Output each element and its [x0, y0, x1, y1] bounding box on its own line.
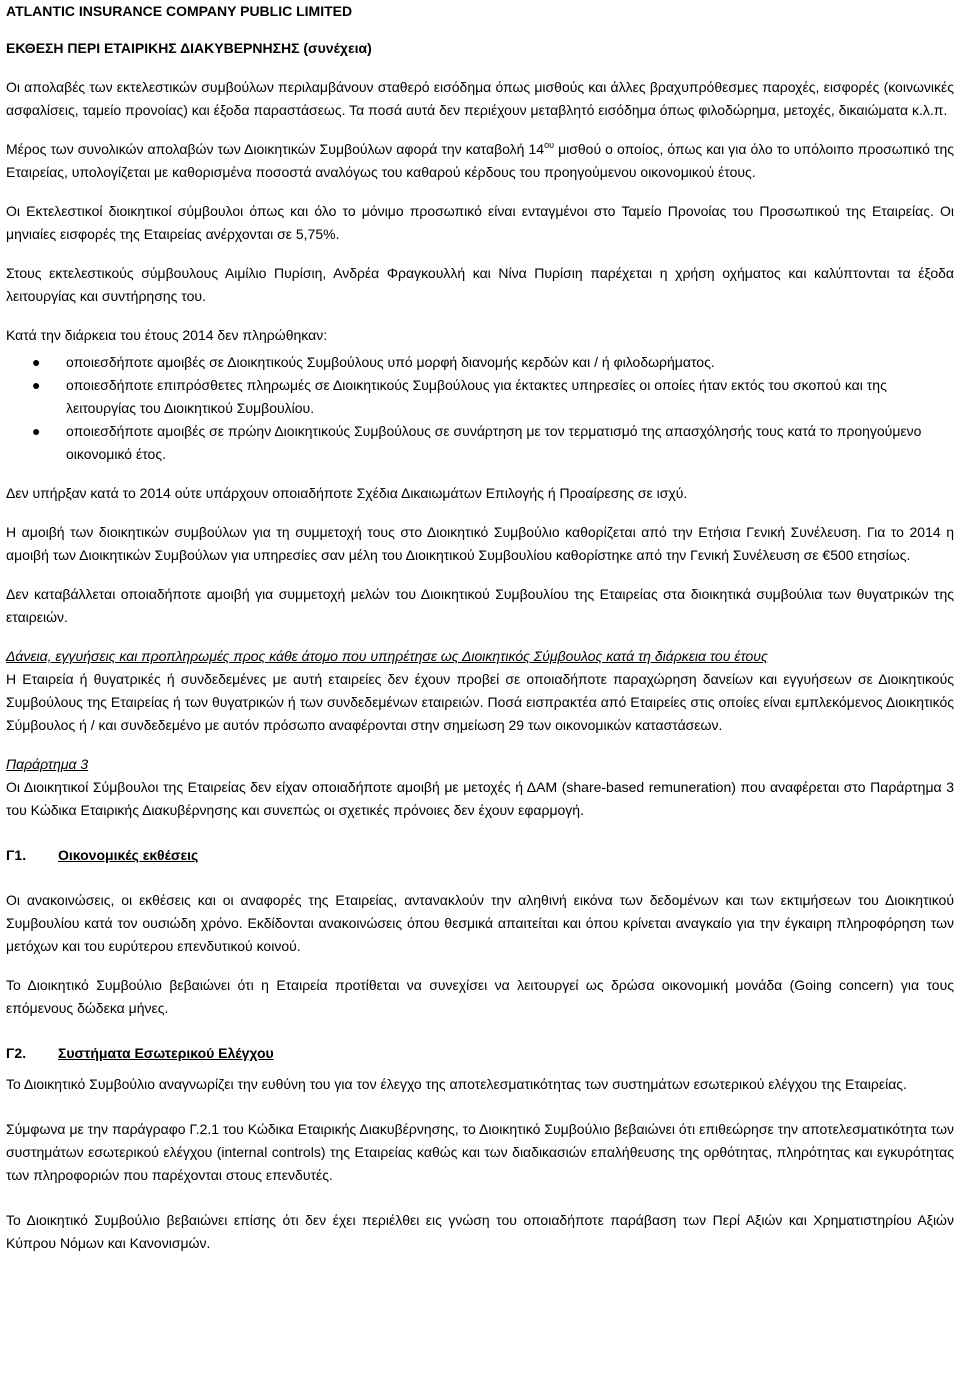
ordinal-suffix: ου [544, 140, 555, 150]
paragraph-14th-salary-start: Μέρος των συνολικών απολαβών των Διοικητικών Συμβούλων αφορά την καταβολή 14 [6, 141, 545, 157]
annex-3-heading: Παράρτημα 3 [6, 756, 89, 772]
list-item [6, 351, 954, 374]
paragraph-board-fees: Η αμοιβή των διοικητικών συμβούλων για τη συμμετοχή τους στο Διοικητικό Συμβούλιο καθορίζεται από την Ετήσια Γενική Συνέλευση. Για το 2014 η αμοιβή των Διοικητικών Συμβούλων για υπηρεσίες σαν μέλη του Διοικητικού Συμβουλίου καθορίστηκε από την Γενική Συνέλευση σε €500 ετησίως. [6, 524, 954, 563]
paragraph-going-concern: Το Διοικητικό Συμβούλιο βεβαιώνει ότι η Εταιρεία προτίθεται να συνεχίσει να λειτουργεί ως δρώσα οικονομική μονάδα (Going concern) για τους επόμενους δώδεκα μήνες. [6, 977, 954, 1016]
list-item [6, 420, 954, 466]
loans-heading: Δάνεια, εγγυήσεις και προπληρωμές προς κάθε άτομο που υπηρέτησε ως Διοικητικός Σύμβουλος κατά τη διάρκεια του έτους [6, 648, 768, 664]
paragraph-executive-remuneration: Οι απολαβές των εκτελεστικών συμβούλων περιλαμβάνουν σταθερό εισόδημα όπως μισθούς και άλλες βραχυπρόθεσμες παροχές, εισφορές (κοινωνικές ασφαλίσεις, ταμείο προνοίας) και έξοδα παραστάσεως. Τα ποσά αυτά δεν περιέχουν μεταβλητό εισόδημα όπως φιλοδώρημα, μετοχές, δικαιώματα κ.λ.π. [6, 79, 954, 118]
paragraph-internal-control-responsibility: Το Διοικητικό Συμβούλιο αναγνωρίζει την ευθύνη του για τον έλεγχο της αποτελεσματικότητας των συστημάτων εσωτερικού ελέγχου της Εταιρείας. [6, 1076, 907, 1092]
bullet-icon: ● [32, 377, 41, 393]
paragraph-provident-fund: Οι Εκτελεστικοί διοικητικοί σύμβουλοι όπως και όλο το μόνιμο προσωπικό είναι ενταγμένοι στο Ταμείο Προνοίας του Προσωπικού της Εταιρείας. Οι μηνιαίες εισφορές της Εταιρείας ανέρχονται σε 5,75%. [6, 203, 954, 242]
section-g2-heading [6, 1042, 954, 1065]
company-name: ATLANTIC INSURANCE COMPANY PUBLIC LIMITED [6, 3, 353, 19]
paragraph-annex-3: Οι Διοικητικοί Σύμβουλοι της Εταιρείας δεν είχαν οποιαδήποτε αμοιβή με μετοχές ή ΔΑΜ (share-based remuneration) που αναφέρεται στο Παράρτημα 3 του Κώδικα Εταιρικής Διακυβέρνησης και συνεπώς οι σχετικές πρόνοιες δεν έχουν εφαρμογή. [6, 779, 954, 818]
paragraph-14th-salary-end: μισθού ο οποίος, όπως και για όλο το υπόλοιπο προσωπικό της Εταιρείας, υπολογίζεται με καθορισμένα ποσοστά αναλόγως του καθαρού κέρδους του προηγούμενου οικονομικού έτους. [6, 141, 954, 180]
paragraph-company-vehicle: Στους εκτελεστικούς σύμβουλους Αιμίλιο Πυρίσιη, Ανδρέα Φραγκουλλή και Νίνα Πυρίσιη παρέχεται η χρήση οχήματος και καλύπτονται τα έξοδα λειτουργίας και συντήρησης του. [6, 265, 954, 304]
section-g2-number: Γ2. [6, 1045, 27, 1061]
bullet-icon: ● [32, 354, 41, 370]
paragraph-loans: Η Εταιρεία ή θυγατρικές ή συνδεδεμένες με αυτή εταιρείες δεν έχουν προβεί σε οποιαδήποτε παραχώρηση δανείων και εγγυήσεων σε Διοικητικούς Συμβούλους της Εταιρείας ή των θυγατρικών ή των συνδεδεμένων εταιρειών. Ποσά εισπρακτέα από Εταιρείες στις οποίες είναι εμπλεκόμενος Διοικητικός Σύμβουλος ή / και συνδεδεμένο με αυτόν πρόσωπο αναφέρονται στην σημείωση 29 των οικονομικών καταστάσεων. [6, 671, 954, 733]
not-paid-list [6, 351, 954, 466]
section-g1-heading [6, 844, 954, 867]
list-item-text: οποιεσδήποτε επιπρόσθετες πληρωμές σε Διοικητικούς Συμβούλους για έκτακτες υπηρεσίες οι οποίες ήταν εκτός του σκοπού και της λειτουργίας του Διοικητικού Συμβουλίου. [66, 377, 887, 416]
report-title: ΕΚΘΕΣΗ ΠΕΡΙ ΕΤΑΙΡΙΚΗΣ ΔΙΑΚΥΒΕΡΝΗΣΗΣ (συνέχεια) [6, 40, 372, 56]
paragraph-14th-salary [6, 138, 954, 184]
paragraph-securities-law: Το Διοικητικό Συμβούλιο βεβαιώνει επίσης ότι δεν έχει περιέλθει εις γνώση του οποιαδήποτε παράβαση των Περί Αξιών και Χρηματιστηρίου Αξιών Κύπρου Νόμων και Κανονισμών. [6, 1212, 954, 1251]
section-g2-title: Συστήματα Εσωτερικού Ελέγχου [58, 1045, 274, 1061]
section-g1-title: Οικονομικές εκθέσεις [58, 847, 199, 863]
section-g1-number: Γ1. [6, 847, 27, 863]
paragraph-internal-control-review: Σύμφωνα με την παράγραφο Γ.2.1 του Κώδικα Εταιρικής Διακυβέρνησης, το Διοικητικό Συμβούλιο βεβαιώνει ότι επιθεώρησε την αποτελεσματικότητα των συστημάτων εσωτερικού ελέγχου (internal controls) της Εταιρείας καθώς και των διαδικασιών επαλήθευσης της ορθότητας, πληρότητας και εγκυρότητας των πληροφοριών που παρέχονται στους επενδυτές. [6, 1121, 954, 1183]
list-item [6, 374, 954, 420]
paragraph-share-options: Δεν υπήρξαν κατά το 2014 ούτε υπάρχουν οποιαδήποτε Σχέδια Δικαιωμάτων Επιλογής ή Προαίρεσης σε ισχύ. [6, 485, 688, 501]
paragraph-subsidiary-boards: Δεν καταβάλλεται οποιαδήποτε αμοιβή για συμμετοχή μελών του Διοικητικού Συμβουλίου της Εταιρείας στα διοικητικά συμβούλια των θυγατρικών της εταιρειών. [6, 586, 954, 625]
list-item-text: οποιεσδήποτε αμοιβές σε πρώην Διοικητικούς Συμβούλους σε συνάρτηση με τον τερματισμό της απασχόλησής τους κατά το προηγούμενο οικονομικό έτος. [66, 423, 922, 462]
bullet-icon: ● [32, 423, 41, 439]
list-item-text: οποιεσδήποτε αμοιβές σε Διοικητικούς Συμβούλους υπό μορφή διανομής κερδών και / ή φιλοδωρήματος. [66, 354, 715, 370]
paragraph-financial-reports: Οι ανακοινώσεις, οι εκθέσεις και οι αναφορές της Εταιρείας, αντανακλούν την αληθινή εικόνα των δεδομένων και των εκτιμήσεων του Διοικητικού Συμβουλίου κατά τον ουσιώδη χρόνο. Εκδίδονται ανακοινώσεις όπου θεσμικά απαιτείται και όπου κρίνεται αναγκαίο για την έγκαιρη πληροφόρηση των μετόχων και του ευρύτερου επενδυτικού κοινού. [6, 892, 954, 954]
paragraph-not-paid-intro: Κατά την διάρκεια του έτους 2014 δεν πληρώθηκαν: [6, 327, 328, 343]
